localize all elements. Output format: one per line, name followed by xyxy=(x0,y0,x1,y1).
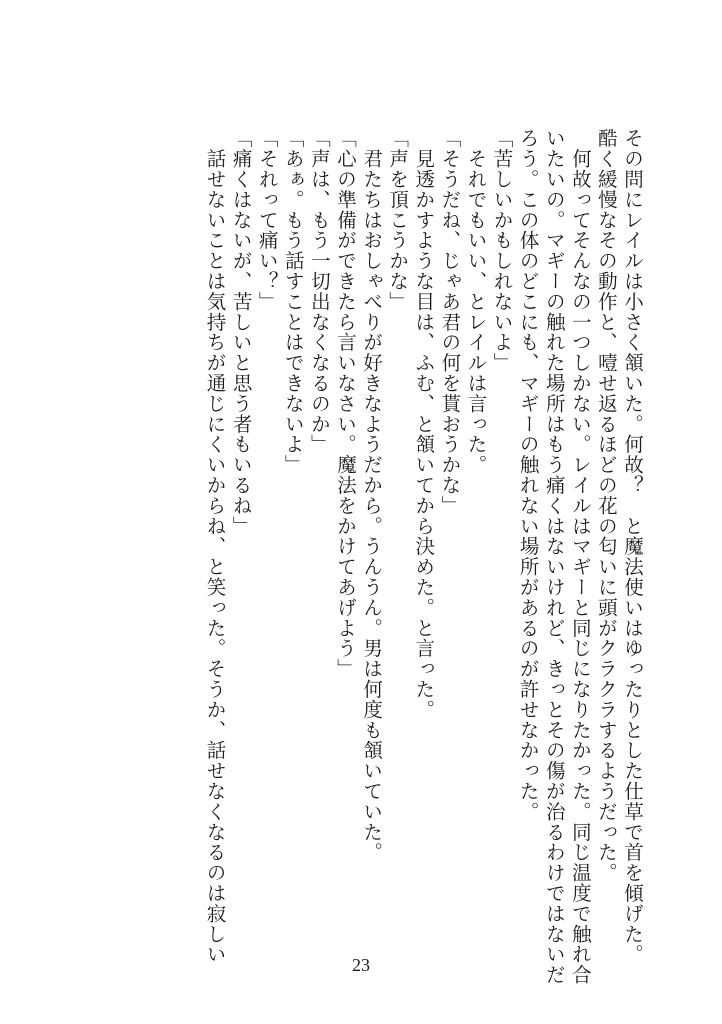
text-line: 「それって痛い？」 xyxy=(255,128,279,312)
page-number: 23 xyxy=(352,955,370,975)
text-line: 話せないことは気持ちが通じにくいからね、と笑った。そうか、話せなくなるのは寂しい xyxy=(203,128,227,965)
text-line: 何故ってそんなの一つしかない。レイルはマギーと同じになりたかった。同じ温度で触れ合 xyxy=(568,128,592,985)
text-line: 「声は、もう一切出なくなるのか」 xyxy=(307,128,331,455)
text-line: 見透かすような目は、ふむ、と頷いてから決めた。と言った。 xyxy=(412,128,436,720)
text-line: 君たちはおしゃべりが好きなようだから。うんうん。男は何度も頷いていた。 xyxy=(360,128,384,863)
text-line: ろう。この体のどこにも、マギーの触れない場所があるのが許せなかった。 xyxy=(516,128,540,822)
text-line: 「痛くはないが、苦しいと思う者もいるね」 xyxy=(229,128,253,536)
text-line: いたいの。マギーの触れた場所はもう痛くはないけれど、きっとその傷が治るわけではないだ xyxy=(542,128,566,985)
text-line: 酷く緩慢なその動作と、噎せ返るほどの花の匂いに頭がクラクラするようだった。 xyxy=(594,128,618,883)
text-line: それでもいい、とレイルは言った。 xyxy=(464,128,488,475)
text-line: 「あぁ。もう話すことはできないよ」 xyxy=(281,128,305,475)
text-line: 「声を頂こうかな」 xyxy=(386,128,410,312)
text-line: 「心の準備ができたら言いなさい。魔法をかけてあげよう」 xyxy=(333,128,357,679)
text-line: 「苦しいかもしれないよ」 xyxy=(490,128,514,373)
text-line: その問にレイルは小さく頷いた。何故？ と魔法使いはゆったりとした仕草で首を傾げた。 xyxy=(621,128,644,965)
text-line: 「そうだね、じゃあ君の何を貰おうかな」 xyxy=(438,128,462,516)
